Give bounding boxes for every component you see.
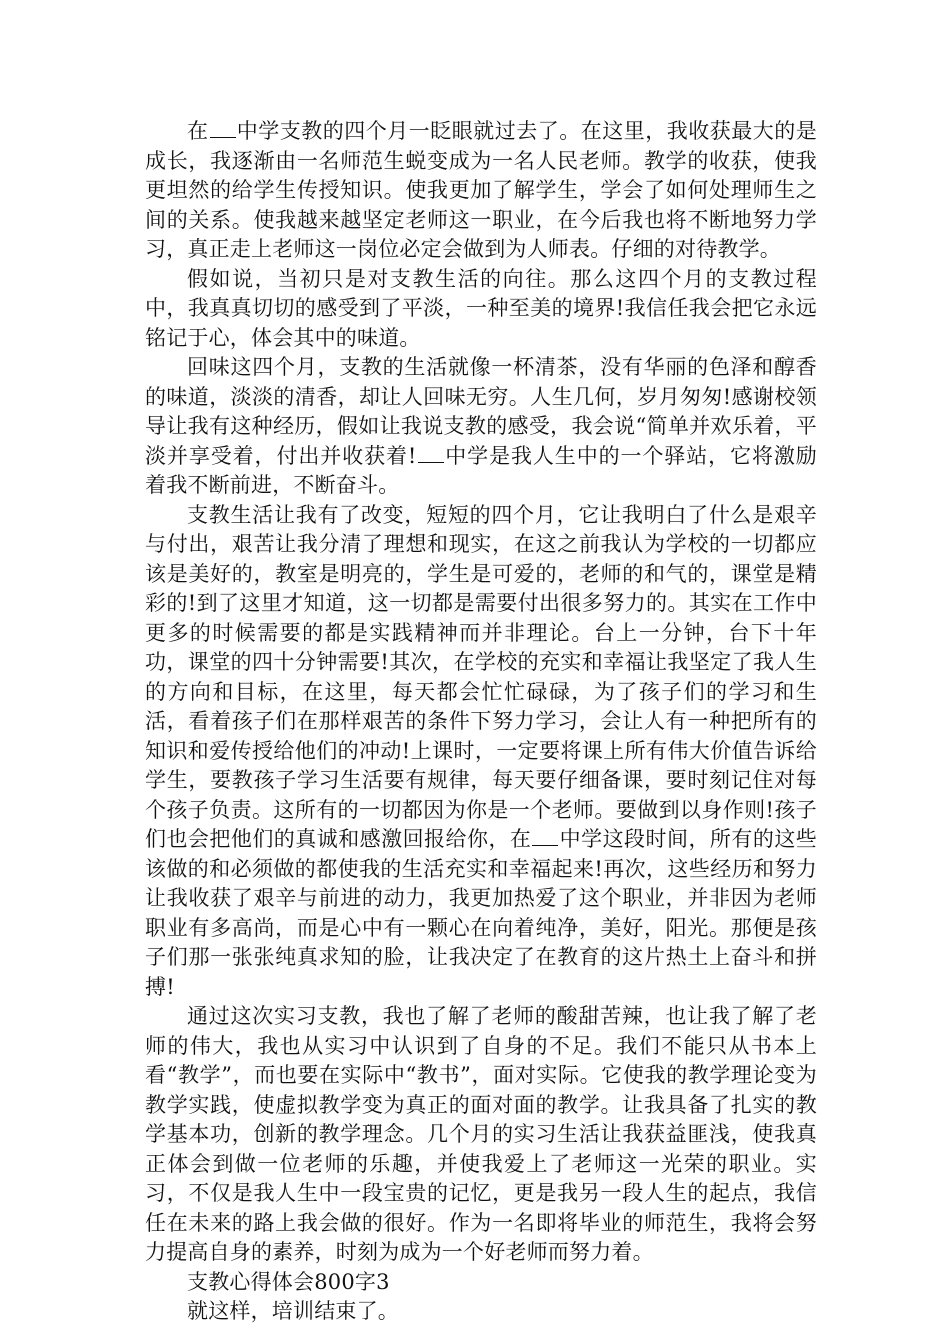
document-page [145,117,817,1327]
paragraph-3-text-start: 回味这四个月，支教的生活就像一杯清茶，没有华丽的色泽和醇香的味道，淡淡的清香，却让人回味无穷。人生几何，岁月匆匆!感谢校领导让我有这种经历，假如让我说支教的感受，我会说“简单并欢乐着，平淡并享受着，付出并收获着! [145,355,817,468]
paragraph-4-text-end: 中学这段时间，所有的这些该做的和必须做的都使我的生活充实和幸福起来!再次，这些经历和努力让我收获了艰辛与前进的动力，我更加热爱了这个职业，并非因为老师职业有多高尚，而是心中有一颗心在向着纯净，美好，阳光。那便是孩子们那一张张纯真求知的脸，让我决定了在教育的这片热土上奋斗和拼搏! [145,827,817,999]
paragraph-5: 通过这次实习支教，我也了解了老师的酸甜苦辣，也让我了解了老师的伟大，我也从实习中认识到了自身的不足。我们不能只从书本上看“教学”，而也要在实际中“教书”，面对实际。它使我的教学理论变为教学实践，使虚拟教学变为真正的面对面的教学。让我具备了扎实的教学基本功，创新的教学理念。几个月的实习生活让我获益匪浅，使我真正体会到做一位老师的乐趣，并使我爱上了老师这一光荣的职业。实习，不仅是我人生中一段宝贵的记忆，更是我另一段人生的起点，我信任在未来的路上我会做的很好。作为一名即将毕业的师范生，我将会努力提高自身的素养，时刻为成为一个好老师而努力着。 [145,1004,817,1264]
paragraph-3-text-end: 中学是我人生中的一个驿站，它将激励着我不断前进，不断奋斗。 [145,443,817,497]
section-heading: 支教心得体会800字3 [187,1269,390,1294]
blank-underline [210,119,236,138]
paragraph-1-text-end: 中学支教的四个月一眨眼就过去了。在这里，我收获最大的是成长，我逐渐由一名师范生蜕变成为一名人民老师。教学的收获，使我更坦然的给学生传授知识。使我更加了解学生，学会了如何处理师生之间的关系。使我越来越坚定老师这一职业，在今后我也将不断地努力学习，真正走上老师这一岗位必定会做到为人师表。仔细的对待教学。 [145,119,817,261]
paragraph-3 [145,353,817,501]
paragraph-1-text-start: 在 [187,119,209,143]
paragraph-4 [145,501,817,1003]
blank-underline [418,444,444,463]
paragraph-4-text-start: 支教生活让我有了改变，短短的四个月，它让我明白了什么是艰辛与付出，艰苦让我分清了理想和现实，在这之前我认为学校的一切都应该是美好的，教室是明亮的，学生是可爱的，老师的和气的，课堂是精彩的!到了这里才知道，这一切都是需要付出很多努力的。其实在工作中更多的时候需要的都是实践精神而并非理论。台上一分钟，台下十年功，课堂的四十分钟需要!其次，在学校的充实和幸福让我坚定了我人生的方向和目标，在这里，每天都会忙忙碌碌，为了孩子们的学习和生活，看着孩子们在那样艰苦的条件下努力学习，会让人有一种把所有的知识和爱传授给他们的冲动!上课时，一定要将课上所有伟大价值告诉给学生，要教孩子学习生活要有规律，每天要仔细备课，要时刻记住对每个孩子负责。这所有的一切都因为你是一个老师。要做到以身作则!孩子们也会把他们的真诚和感激回报给你，在 [145,502,817,851]
paragraph-1 [145,117,817,265]
paragraph-2: 假如说，当初只是对支教生活的向往。那么这四个月的支教过程中，我真真切切的感受到了平淡，一种至美的境界!我信任我会把它永远铭记于心，体会其中的味道。 [145,266,817,350]
paragraph-6: 就这样，培训结束了。 [187,1299,399,1323]
blank-underline [532,827,558,846]
